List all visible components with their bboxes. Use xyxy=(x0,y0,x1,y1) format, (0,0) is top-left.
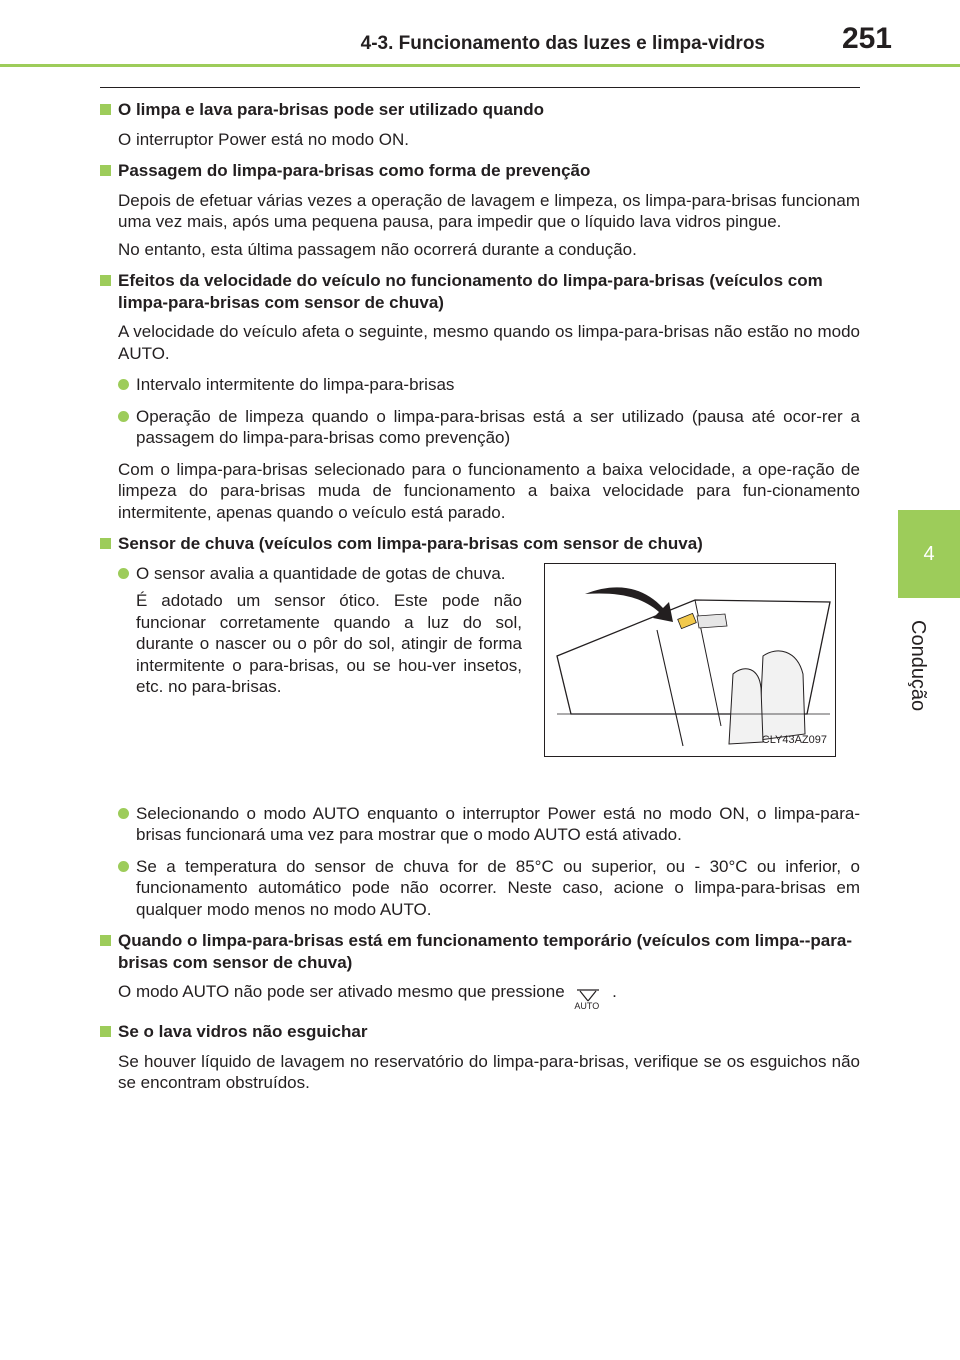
section-title: 4-3. Funcionamento das luzes e limpa-vidros xyxy=(360,33,765,54)
paragraph: O interruptor Power está no modo ON. xyxy=(118,129,410,149)
paragraph-text: O modo AUTO não pode ser ativado mesmo que pressione xyxy=(118,982,565,1001)
bullet-item: O sensor avalia a quantidade de gotas de chuva. xyxy=(100,563,522,585)
wiper-auto-icon xyxy=(571,987,605,1011)
page-number: 251 xyxy=(841,22,892,55)
section-heading: Se o lava vidros não esguichar xyxy=(100,1021,860,1043)
section-heading: Sensor de chuva (veículos com limpa-para-brisas com sensor de chuva) xyxy=(100,533,860,555)
bullet-item: Se a temperatura do sensor de chuva for de 85°C ou superior, ou - 30°C ou inferior, o funcionamento automático pode não ocorrer. Neste caso, acione o limpa-para-brisas em qualquer modo menos no modo AUTO. xyxy=(100,856,860,921)
page-header xyxy=(0,0,960,70)
windshield-illustration xyxy=(545,564,835,756)
chapter-number: 4 xyxy=(923,542,935,565)
chapter-tab xyxy=(898,510,960,598)
rain-sensor-figure xyxy=(544,563,836,757)
auto-icon-label: AUTO xyxy=(574,1001,600,1011)
section-heading: O limpa e lava para-brisas pode ser utilizado quando xyxy=(100,99,860,121)
content-rule xyxy=(100,87,860,88)
bullet-item: Operação de limpeza quando o limpa-para-brisas está a ser utilizado (pausa até ocor-rer a passagem do limpa-para-brisas como prevenção) xyxy=(100,406,860,449)
section-heading: Quando o limpa-para-brisas está em funcionamento temporário (veículos com limpa--para-brisas com sensor de chuva) xyxy=(100,930,860,973)
rain-sensor-block xyxy=(100,563,860,791)
paragraph: Com o limpa-para-brisas selecionado para o funcionamento a baixa velocidade, a ope-ração de limpeza do para-brisas muda de funcionamento a baixa velocidade para fun-cionamento intermitente, apenas quando o veículo está parado. xyxy=(118,459,860,522)
paragraph: Depois de efetuar várias vezes a operação de lavagem e limpeza, os limpa-para-brisas funcionam uma vez mais, após uma pequena pausa, para impedir que o líquido lava vidros pingue. xyxy=(118,190,860,231)
paragraph-text: . xyxy=(612,982,617,1001)
section-heading: Efeitos da velocidade do veículo no funcionamento do limpa-para-brisas (veículos com limpa-para-brisas com sensor de chuva) xyxy=(100,270,860,313)
figure-code: CLY43AZ097 xyxy=(761,734,827,746)
bullet-item: Selecionando o modo AUTO enquanto o interruptor Power está no modo ON, o limpa-para-brisas funcionará uma vez para mostrar que o modo AUTO está ativado. xyxy=(100,803,860,846)
paragraph: É adotado um sensor ótico. Este pode não funcionar corretamente quando a luz do sol, durante o nascer ou o pôr do sol, atingir de forma intermitente o para-brisas, ou se hou-ver insetos, etc. no para-brisas. xyxy=(136,591,522,696)
header-divider xyxy=(0,64,960,67)
section-heading: Passagem do limpa-para-brisas como forma de prevenção xyxy=(100,160,860,182)
bullet-item: Intervalo intermitente do limpa-para-brisas xyxy=(100,374,860,396)
paragraph: No entanto, esta última passagem não ocorrerá durante a condução. xyxy=(118,239,637,259)
paragraph xyxy=(100,981,860,1011)
paragraph: Se houver líquido de lavagem no reservatório do limpa-para-brisas, verifique se os esguichos não se encontram obstruídos. xyxy=(118,1051,860,1092)
page-content xyxy=(100,99,860,1104)
paragraph: A velocidade do veículo afeta o seguinte, mesmo quando os limpa-para-brisas não estão no modo AUTO. xyxy=(118,322,860,363)
chapter-label: Condução xyxy=(907,620,929,712)
